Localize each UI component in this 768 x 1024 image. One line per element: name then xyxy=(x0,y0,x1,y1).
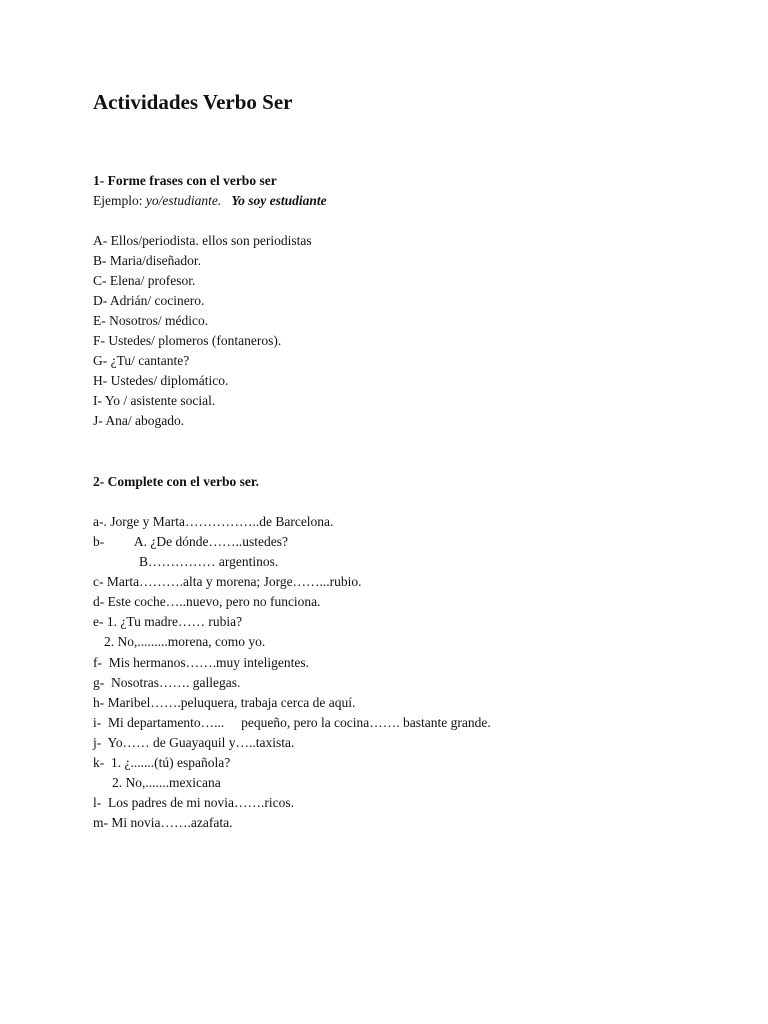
exercise-1-item-h: H- Ustedes/ diplomático. xyxy=(93,373,229,388)
exercise-2-item-b-part-b: B…………… argentinos. xyxy=(139,554,279,569)
exercise-2-item-a: a-. Jorge y Marta……………..de Barcelona. xyxy=(93,514,334,529)
exercise-1-item-b: B- Maria/diseñador. xyxy=(93,253,201,268)
document-title: Actividades Verbo Ser xyxy=(93,90,293,114)
exercise-2-item-c: c- Marta……….alta y morena; Jorge……...rubio. xyxy=(93,574,362,589)
exercise-2-item-k: k- 1. ¿.......(tú) española? xyxy=(93,755,231,770)
exercise-1-item-c: C- Elena/ profesor. xyxy=(93,273,196,288)
exercise-2-item-h: h- Maribel…….peluquera, trabaja cerca de aquí. xyxy=(93,695,356,710)
exercise-2-item-l: l- Los padres de mi novia…….ricos. xyxy=(93,795,294,810)
example-label: Ejemplo: xyxy=(93,193,146,208)
exercise-2-item-m: m- Mi novia…….azafata. xyxy=(93,815,233,830)
exercise-2-item-k-part-2: 2. No,.......mexicana xyxy=(112,775,221,790)
exercise-2-item-b: b- A. ¿De dónde……..ustedes? xyxy=(93,534,288,549)
exercise-1-item-i: I- Yo / asistente social. xyxy=(93,393,216,408)
exercise-2-item-g: g- Nosotras……. gallegas. xyxy=(93,675,241,690)
exercise-1-item-j: J- Ana/ abogado. xyxy=(93,413,185,428)
exercise-1-item-e: E- Nosotros/ médico. xyxy=(93,313,209,328)
example-prompt: yo/estudiante. xyxy=(145,193,222,208)
exercise-1-item-d: D- Adrián/ cocinero. xyxy=(93,293,205,308)
exercise-1-item-f: F- Ustedes/ plomeros (fontaneros). xyxy=(93,333,282,348)
example-answer: Yo soy estudiante xyxy=(231,193,327,208)
example-gap xyxy=(221,193,231,208)
example-line xyxy=(93,192,327,210)
section-2-heading: 2- Complete con el verbo ser. xyxy=(93,474,259,489)
exercise-1-item-a: A- Ellos/periodista. ellos son periodistas xyxy=(93,233,312,248)
exercise-2-item-j: j- Yo…… de Guayaquil y…..taxista. xyxy=(93,735,295,750)
exercise-2-item-i: i- Mi departamento…... pequeño, pero la cocina……. bastante grande. xyxy=(93,715,491,730)
exercise-2-item-e: e- 1. ¿Tu madre…… rubia? xyxy=(93,614,243,629)
exercise-2-item-e-part-2: 2. No,.........morena, como yo. xyxy=(104,634,266,649)
exercise-2-item-d: d- Este coche…..nuevo, pero no funciona. xyxy=(93,594,321,609)
exercise-1-item-g: G- ¿Tu/ cantante? xyxy=(93,353,190,368)
section-1-heading: 1- Forme frases con el verbo ser xyxy=(93,173,277,188)
exercise-2-item-f: f- Mis hermanos…….muy inteligentes. xyxy=(93,655,309,670)
